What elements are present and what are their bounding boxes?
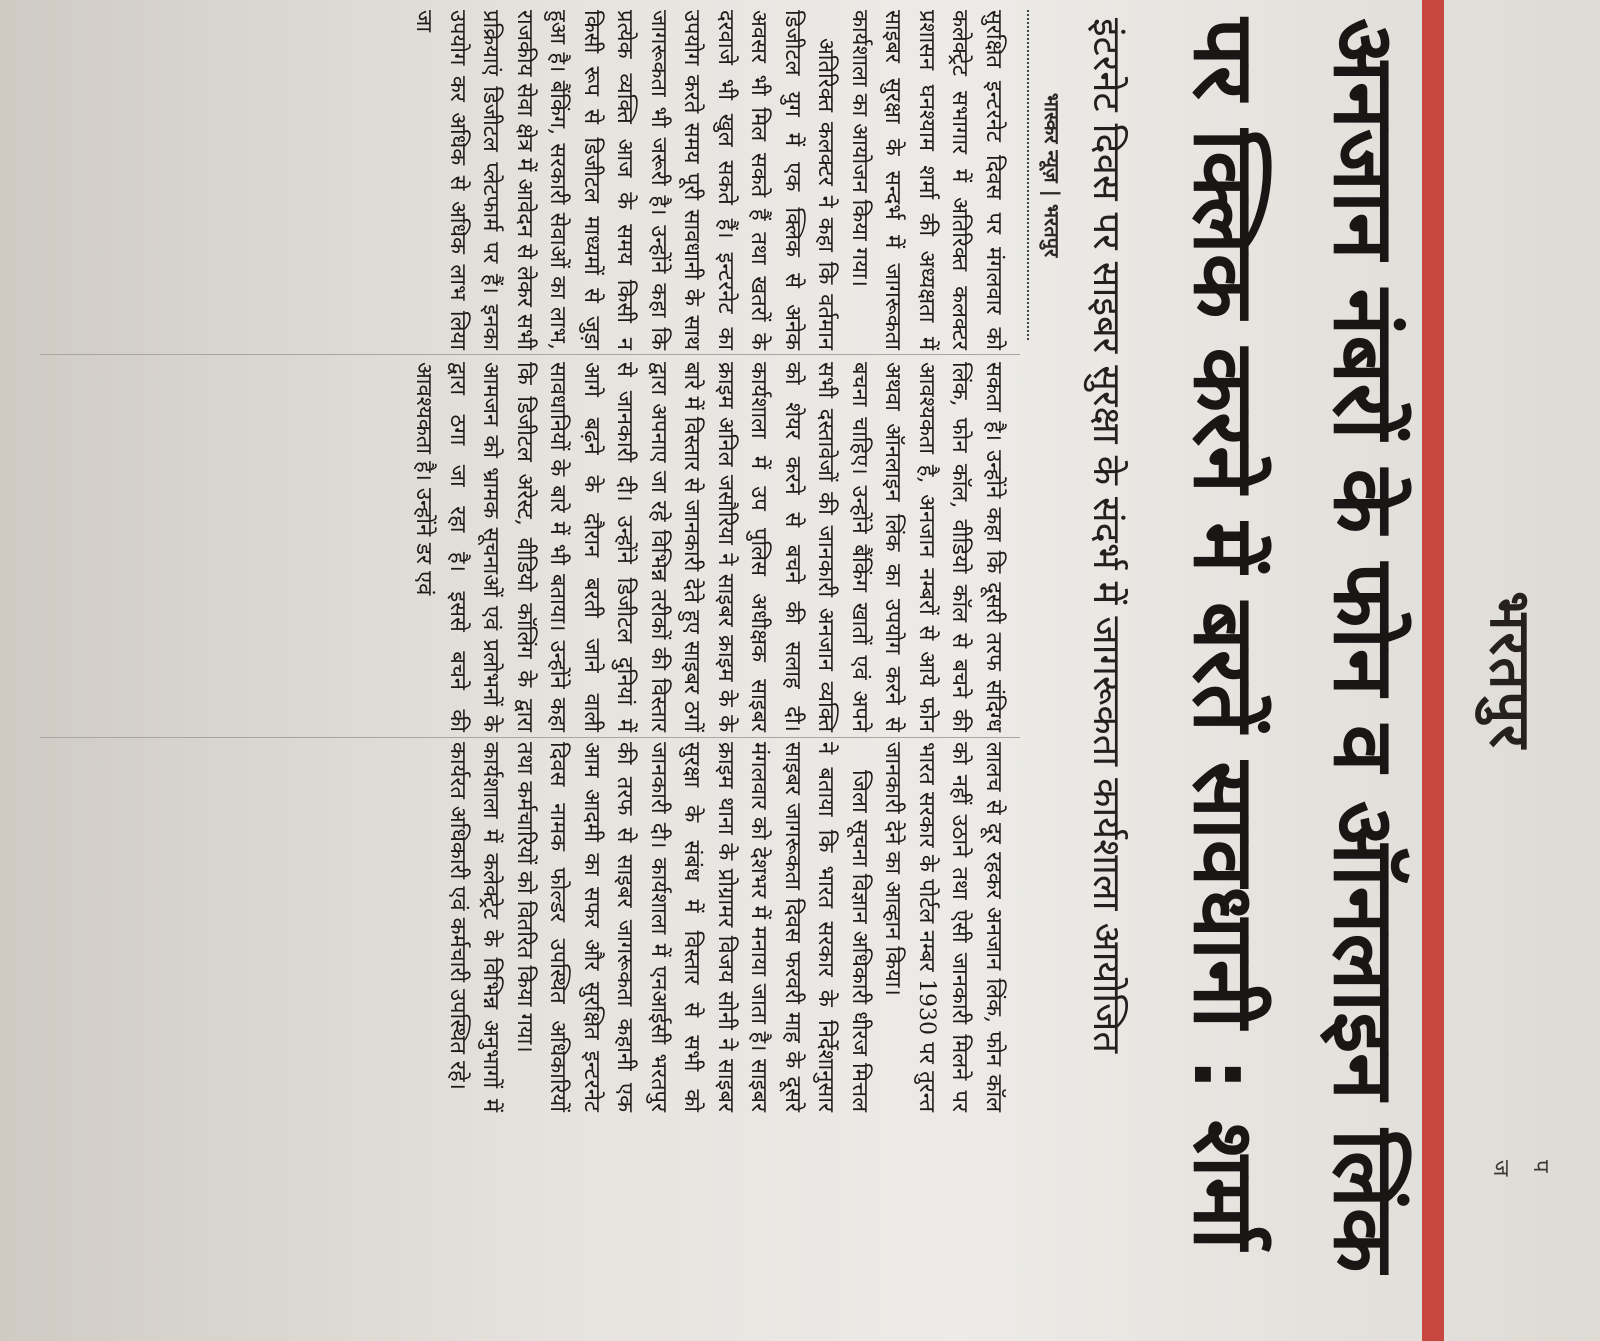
column-divider — [40, 354, 1020, 355]
subheadline: इंटरनेट दिवस पर साइबर सुरक्षा के संदर्भ में जागरूकता कार्यशाला आयोजित — [1085, 18, 1129, 1053]
edge-fragment: ज — [1488, 1160, 1513, 1177]
article-column-1 — [407, 10, 1010, 350]
article-paragraph: लालच से दूर रहकर अनजान लिंक, फोन कॉल को नहीं उठाने तथा ऐसी जानकारी मिलने पर भारत सरकार के पोर्टल नम्बर 1930 पर तुरन्त जानकारी देने का आव्हान किया। — [880, 742, 1006, 1112]
headline-line-2: पर क्लिक करने में बरतें सावधानी : शर्मा — [1175, 18, 1273, 1250]
article-paragraph: सुरक्षित इन्टरनेट दिवस पर मंगलवार को कलेक्ट्रेट सभागार में अतिरिक्त कलक्टर प्रशासन घनश्याम शर्मा की अध्यक्षता में साइबर सुरक्षा के सन्दर्भ में जागरूकता कार्यशाला का आयोजन किया गया। — [847, 10, 1006, 350]
article-paragraph: सकता है। उन्होंने कहा कि दूसरी तरफ संदिग्ध लिंक, फोन कॉल, वीडियो कॉल से बचने की आवश्यकता है, अनजान नम्बरों से आये फोन अथवा ऑनलाइन लिंक का उपयोग करने से बचना चाहिए। उन्होंने बैंकिंग खातों एवं अपने सभी दस्तावेजों की जानकारी अनजान व्यक्ति को शेयर करने से बचने की सलाह दी। कार्यशाला में उप पुलिस अधीक्षक साइबर क्राइम अनिल जसौरिया ने साइबर क्राइम के के बारे में विस्तार से जानकारी देते हुए साइबर ठगों द्वारा अपनाए जा रहे विभिन्न तरीकों की विस्तार से जानकारी दी। उन्होंने डिजीटल दुनियां में आगे बढ़ने के दौरान बरती जाने वाली सावधानियों के बारे में भी बताया। उन्होंने कहा कि डिजीटल अरेस्ट, वीडियो कॉलिंग के द्वारा आमजन को भ्रामक सूचनाओं एवं प्रलोभनों के द्वारा ठगा जा रहा है। इससे बचने की आवश्यकता है। उन्होंने डर एवं — [411, 362, 1006, 732]
article-column-2 — [407, 362, 1010, 732]
article-paragraph: अतिरिक्त कलक्टर ने कहा कि वर्तमान डिजीटल युग में एक क्लिक से अनेक अवसर भी मिल सकते हैं तथा खतरों के दरवाजे भी खुल सकते हैं। इन्टरनेट का उपयोग करते समय पूरी सावधानी के साथ जागरूकता भी जरूरी है। उन्होंने कहा कि प्रत्येक व्यक्ति आज के समय किसी न किसी रूप से डिजीटल माध्यमों से जुड़ा हुआ है। बैंकिंग, सरकारी सेवाओं का लाभ, राजकीय सेवा क्षेत्र में आवेदन से लेकर सभी प्रक्रियाएं डिजीटल प्लेटफार्म पर हैं। इनका उपयोग कर अधिक से अधिक लाभ लिया जा — [411, 10, 839, 350]
section-header-rule — [1422, 0, 1444, 1341]
adjacent-article-fragment — [1480, 1160, 1560, 1240]
section-title: भरतपुर — [1477, 591, 1542, 750]
article-paragraph: जिला सूचना विज्ञान अधिकारी धीरज मित्तल ने बताया कि भारत सरकार के निर्देशानुसार साइबर जागरूकता दिवस फरवरी माह के दूसरे मंगलवार को देशभर में मनाया जाता है। साइबर क्राइम थाना के प्रोग्रामर विजय सोनी ने साइबर सुरक्षा के संबंध में विस्तार से सभी को जानकारी दी। कार्यशाला में एनआईसी भरतपुर की तरफ से साइबर जागरूकता कहानी एक आम आदमी का सफर और सुरक्षित इन्टरनेट दिवस नामक फोल्डर उपस्थित अधिकारियों तथा कर्मचारियों को वितरित किया गया। — [512, 742, 872, 1112]
article-column-3 — [441, 742, 1011, 1112]
headline-line-1: अनजान नंबरों के फोन व ऑनलाइन लिंक — [1315, 18, 1413, 1273]
article-paragraph: कार्यशाला में कलेक्ट्रेट के विभिन्न अनुभागों में कार्यरत अधिकारी एवं कर्मचारी उपस्थित रहे। — [445, 742, 504, 1112]
edge-fragment: प — [1528, 1160, 1553, 1173]
column-divider — [40, 737, 1020, 738]
byline: भास्कर न्यूज़ | भरतपुर — [1027, 10, 1066, 340]
